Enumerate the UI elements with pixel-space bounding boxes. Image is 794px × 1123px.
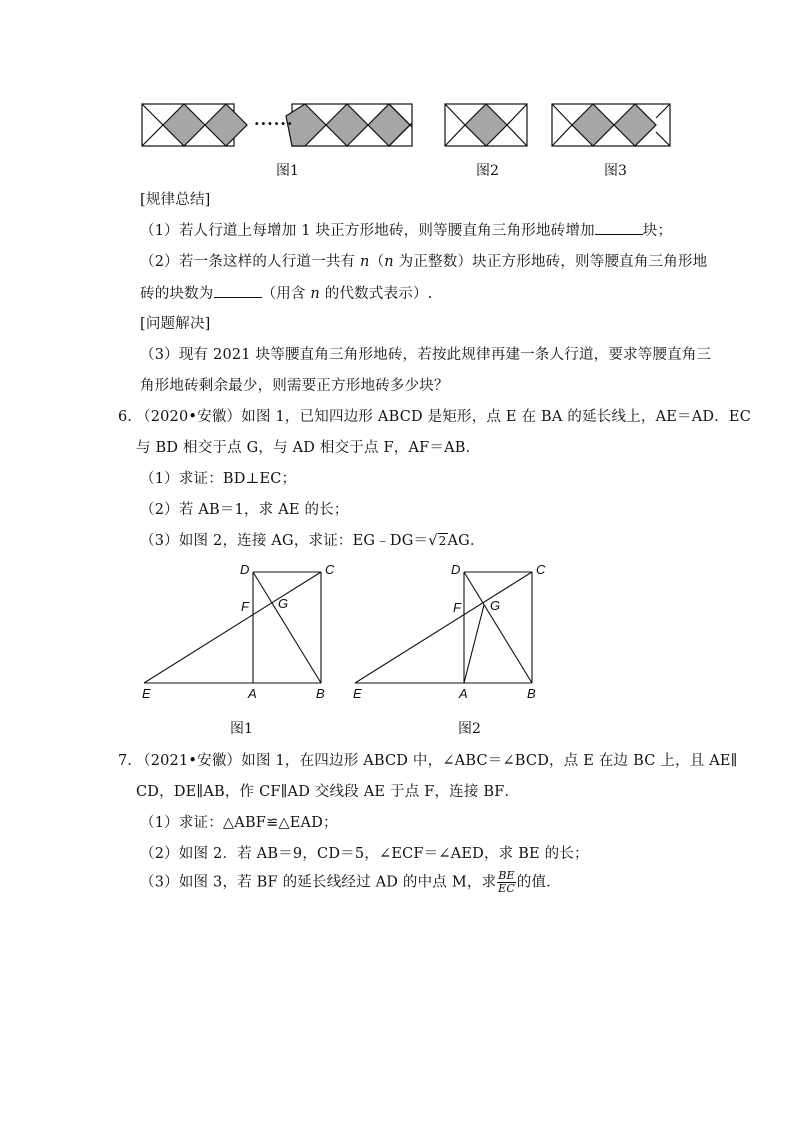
label-F: F bbox=[453, 600, 461, 615]
answer-blank bbox=[214, 285, 262, 298]
fig3-gray-square bbox=[614, 104, 656, 146]
label-C: C bbox=[325, 562, 335, 577]
heading-rule-summary: [规律总结] bbox=[140, 192, 211, 208]
label-B: B bbox=[527, 686, 536, 701]
fig1-gray-square bbox=[326, 104, 368, 146]
caption-fig1: 图1 bbox=[276, 163, 299, 179]
caption-q6-fig1: 图1 bbox=[230, 721, 253, 737]
q6-part1: （1）求证：BD⊥EC； bbox=[140, 471, 297, 487]
q7-part2: （2）如图 2．若 AB＝9，CD＝5，∠ECF＝∠AED，求 BE 的长； bbox=[140, 846, 589, 862]
fig1-gray-square bbox=[205, 104, 247, 146]
q5-part1: （1）若人行道上每增加 1 块正方形地砖，则等腰直角三角形地砖增加 块； bbox=[140, 223, 673, 239]
fig1-ellipsis: ...... bbox=[254, 110, 294, 129]
q5-part3-line1: （3）现有 2021 块等腰直角三角形地砖，若按此规律再建一条人行道，要求等腰直角三 bbox=[140, 347, 712, 363]
fig6-2-line-EC bbox=[355, 572, 532, 683]
heading-problem-solving: [问题解决] bbox=[140, 316, 211, 332]
label-A: A bbox=[459, 686, 468, 701]
q6-part3: （3）如图 2，连接 AG，求证：EG﹣DG＝√2AG． bbox=[140, 533, 485, 549]
caption-fig2: 图2 bbox=[476, 163, 499, 179]
q5-part2-line1: （2）若一条这样的人行道一共有 n（n 为正整数）块正方形地砖，则等腰直角三角形地 bbox=[140, 254, 708, 270]
fig6-2-line-AG bbox=[464, 605, 484, 683]
label-D: D bbox=[451, 562, 461, 577]
answer-blank bbox=[595, 222, 643, 235]
fig6-1-line-EC bbox=[144, 572, 321, 683]
q7-stem-line2: CD，DE∥AB，作 CF∥AD 交线段 AE 于点 F，连接 BF． bbox=[136, 784, 520, 800]
q6-stem-line1: （2020•安徽）如图 1，已知四边形 ABCD 是矩形，点 E 在 BA 的延长线上，AE＝AD．EC bbox=[136, 409, 752, 425]
fraction-BE-over-EC: $\frac{BE}{EC}$ bbox=[498, 869, 515, 895]
label-B: B bbox=[316, 686, 325, 701]
q5-part3-line2: 角形地砖剩余最少，则需要正方形地砖多少块？ bbox=[140, 378, 449, 394]
fig1-gray-square bbox=[368, 104, 410, 146]
fig6-2-line-DB bbox=[464, 572, 532, 683]
q7-part1: （1）求证：△ABF≌△EAD； bbox=[140, 815, 338, 831]
q6-stem-line2: 与 BD 相交于点 G，与 AD 相交于点 F，AF＝AB． bbox=[136, 440, 481, 456]
label-E: E bbox=[142, 686, 151, 701]
q7-part3: （3）如图 3，若 BF 的延长线经过 AD 的中点 M，求 $\frac{BE}{EC}$ 的值． bbox=[140, 869, 561, 895]
q7-number: 7． bbox=[118, 753, 143, 769]
q7-stem-line1: （2021•安徽）如图 1，在四边形 ABCD 中，∠ABC＝∠BCD，点 E 在边 BC 上，且 AE∥ bbox=[136, 753, 738, 769]
fig2-gray-square bbox=[465, 104, 507, 146]
label-E: E bbox=[353, 686, 362, 701]
label-G: G bbox=[490, 598, 501, 613]
caption-fig3: 图3 bbox=[604, 163, 627, 179]
q6-part2: （2）若 AB＝1，求 AE 的长； bbox=[140, 502, 349, 518]
geometry-figures bbox=[0, 555, 794, 715]
tile-figures bbox=[0, 0, 794, 160]
q5-part2-line2: 砖的块数为 （用含 n 的代数式表示）. bbox=[140, 286, 433, 302]
fig3-gray-square bbox=[572, 104, 614, 146]
q6-number: 6． bbox=[118, 409, 143, 425]
fig1-gray-square bbox=[163, 104, 205, 146]
label-D: D bbox=[240, 562, 250, 577]
label-F: F bbox=[241, 599, 249, 614]
label-A: A bbox=[248, 686, 257, 701]
caption-q6-fig2: 图2 bbox=[458, 721, 481, 737]
fig6-1-line-DB bbox=[253, 572, 321, 683]
sqrt-symbol: √2 bbox=[428, 533, 447, 549]
label-G: G bbox=[278, 596, 289, 611]
label-C: C bbox=[536, 562, 546, 577]
